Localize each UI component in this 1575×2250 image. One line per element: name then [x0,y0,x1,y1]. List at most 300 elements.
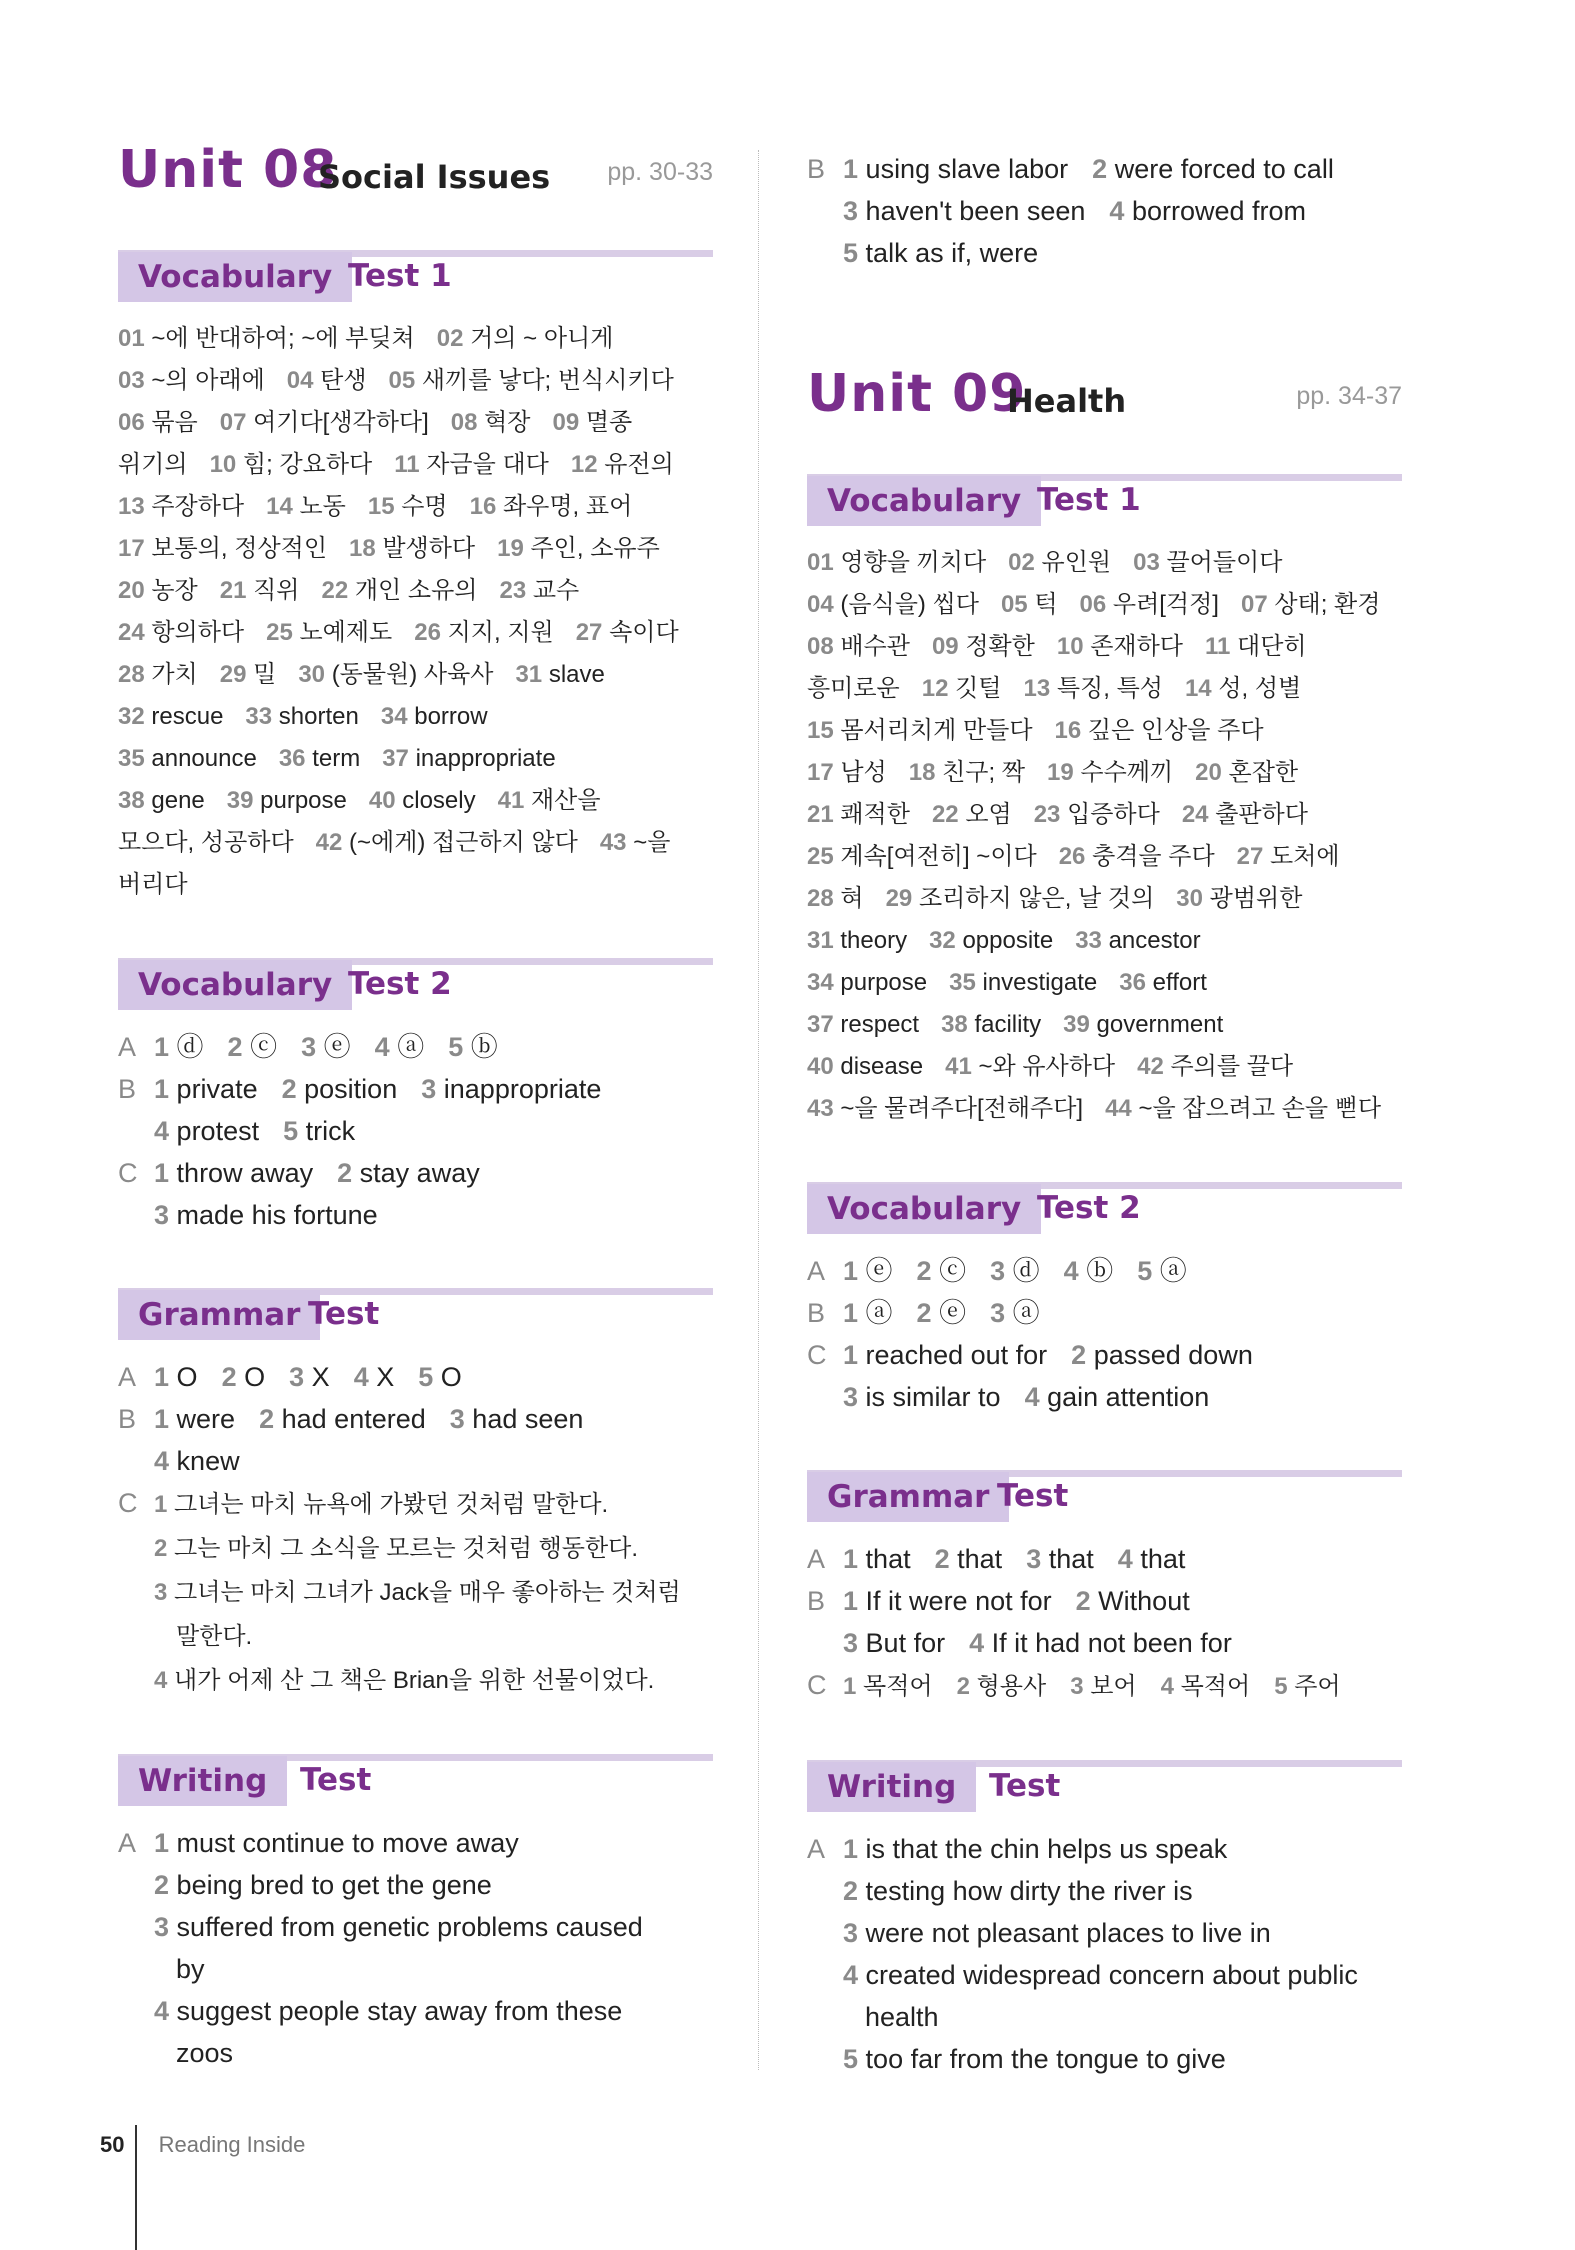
item-text: ⓔ [323,1032,351,1062]
answer-list [118,1356,713,1702]
answer-item [154,1491,608,1518]
item-text: were not pleasant places to live in [865,1918,1271,1948]
vocab-item [118,325,415,352]
vocab-test-2-section [807,1182,1402,1418]
question-letter: C [118,1158,138,1188]
answer-line [118,1356,713,1398]
answer-line [807,232,1402,274]
vocab-test-1-section [118,250,713,906]
answer-line [118,1614,713,1658]
vocab-item [1137,1053,1293,1080]
answer-item [843,2044,1226,2074]
vocab-item [886,885,1155,912]
item-number: 1 [843,1544,859,1574]
answer-line [118,2032,713,2074]
item-number: 43 [599,829,627,856]
question-letter: B [807,154,826,184]
vocab-item [382,745,555,772]
item-number: 01 [807,549,834,576]
answer-item [154,1446,240,1476]
vocab-item [929,927,1053,954]
answer-line [118,1526,713,1570]
answer-item [154,1870,492,1900]
answer-item [154,1074,258,1104]
vocab-item [368,493,448,520]
item-number: 10 [1056,633,1084,660]
answer-line [118,1948,713,1990]
vocab-item [497,535,660,562]
vocab-line [807,836,1402,878]
vocab-item [576,619,679,646]
vocab-item [118,619,244,646]
answer-item [154,1362,198,1392]
answer-item [154,1116,259,1146]
item-number: 1 [843,1834,859,1864]
answer-list [118,1822,713,2074]
item-text: 주어 [1294,1673,1341,1700]
item-text: 친구; 짝 [942,759,1026,786]
answer-item [222,1362,266,1392]
item-number: 25 [266,619,293,646]
item-number: 35 [949,969,976,996]
answer-item [289,1362,330,1392]
section-header [118,1754,713,1808]
vocab-test-1-section [807,474,1402,1130]
item-number: 41 [497,787,525,814]
item-text: using slave labor [865,154,1069,184]
answer-line [118,1398,713,1440]
item-text: 우려[걱정] [1112,591,1219,618]
answer-item [1025,1382,1210,1412]
answer-item [843,1298,893,1328]
item-number: 5 [843,238,859,268]
answer-list [807,1828,1402,2080]
vocab-line [118,528,713,570]
item-number: 19 [497,535,524,562]
vocab-line [807,752,1402,794]
vocab-item [932,801,1012,828]
section-sublabel: Test 1 [1037,482,1141,518]
item-number: 14 [1184,675,1212,702]
answer-line [807,1828,1402,1870]
vocab-item [1105,1095,1381,1122]
item-number: 1 [843,1586,859,1616]
item-number: 15 [807,717,834,744]
section-header [807,1470,1402,1524]
vocab-item [499,577,579,604]
item-text: announce [151,745,257,772]
item-text: position [304,1074,398,1104]
item-text: 수명 [401,493,448,520]
item-text: 끌어들이다 [1166,549,1283,576]
item-text: 탄생 [320,367,367,394]
vocab-line [118,696,713,738]
vocab-line [807,542,1402,584]
answer-item [1076,1586,1190,1616]
item-text: reached out for [865,1340,1048,1370]
item-text: O [244,1362,266,1392]
answer-item [1137,1256,1187,1286]
vocab-line [807,1088,1402,1130]
book-title: Reading Inside [158,2132,306,2157]
question-letter: A [807,1256,826,1286]
item-text: ~에 반대하여; ~에 부딪쳐 [151,325,415,352]
item-text: 정확한 [965,633,1035,660]
item-text: 재산을 [530,787,601,814]
item-number: 02 [436,325,464,352]
answer-item [1064,1256,1114,1286]
answer-line [807,190,1402,232]
answer-line [807,1580,1402,1622]
item-number: 32 [118,703,145,730]
item-number: 2 [337,1158,353,1188]
vocab-item [227,787,347,814]
section-label: Writing [827,1769,957,1805]
item-number: 04 [807,591,834,618]
answer-list [807,148,1402,274]
vocab-item [118,535,327,562]
vocab-line [118,738,713,780]
item-number: 32 [929,927,956,954]
vocab-line [118,570,713,612]
item-text: gene [151,787,205,814]
answer-item [917,1256,967,1286]
vocab-line [118,444,713,486]
vocab-line [807,626,1402,668]
item-number: 07 [219,409,247,436]
item-number: 07 [1240,591,1268,618]
answer-line [118,1194,713,1236]
answer-item [337,1158,480,1188]
vocab-item [1034,801,1160,828]
vocab-item [1080,591,1219,618]
item-text: 그녀는 마치 그녀가 Jack을 매우 좋아하는 것처럼 [174,1579,681,1606]
vocab-item [394,451,549,478]
section-sublabel: Test [308,1296,380,1332]
answer-item [283,1116,355,1146]
item-text: that [957,1544,1003,1574]
item-text: 혼잡한 [1228,759,1299,786]
item-text: ⓑ [470,1032,498,1062]
item-text: ⓒ [939,1256,967,1286]
item-number: 13 [118,493,145,520]
question-letter: A [118,1828,137,1858]
item-text: 개인 소유의 [354,577,478,604]
answer-item [843,1340,1047,1370]
item-number: 3 [421,1074,437,1104]
item-text: 모으다, 성공하다 [118,829,294,856]
item-text: 존재하다 [1090,633,1183,660]
item-text: purpose [260,787,347,814]
item-number: 4 [1024,1382,1040,1412]
vocab-item [945,1053,1115,1080]
vocab-item [498,787,601,814]
item-number: 3 [449,1404,465,1434]
vocab-item [807,759,887,786]
item-number: 16 [1054,717,1082,744]
item-text: 버리다 [118,871,188,898]
answer-line [807,1996,1402,2038]
item-number: 5 [1137,1256,1153,1286]
section-sublabel: Test 2 [348,966,452,1002]
answer-item [843,1918,1271,1948]
item-text: health [865,2002,939,2032]
item-number: 3 [843,1382,859,1412]
item-number: 2 [843,1876,859,1906]
item-number: 10 [209,451,237,478]
section-label: Vocabulary [827,483,1022,519]
item-text: 보어 [1090,1673,1137,1700]
item-text: that [1048,1544,1094,1574]
item-text: 목적어 [1180,1673,1251,1700]
item-number: 39 [226,787,254,814]
vocab-item [1057,633,1183,660]
vocab-line [807,794,1402,836]
answer-line [118,1570,713,1614]
answer-item [154,1158,313,1188]
item-number: 40 [368,787,396,814]
item-text: 새끼를 낳다; 번식시키다 [421,367,674,394]
section-header [807,1182,1402,1236]
grammar-section [807,1470,1402,1708]
right-column [807,148,1402,2132]
column-divider [758,150,759,2070]
item-number: 36 [278,745,306,772]
item-number: 2 [221,1362,237,1392]
vocab-item [118,871,188,898]
item-text: private [176,1074,258,1104]
item-number: 31 [807,927,834,954]
vocab-line [807,1046,1402,1088]
item-number: 27 [1236,843,1264,870]
item-text: testing how dirty the river is [865,1876,1193,1906]
item-number: 39 [1063,1011,1090,1038]
answer-line [118,1440,713,1482]
item-number: 28 [118,661,145,688]
vocab-list [807,542,1402,1130]
unit-pages: pp. 30-33 [607,158,713,186]
item-text: 그는 마치 그 소식을 모르는 것처럼 행동한다. [174,1535,639,1562]
section-label: Grammar [138,1297,301,1333]
vocab-item [369,787,476,814]
item-number: 08 [807,633,834,660]
vocab-line [118,402,713,444]
item-number: 2 [1071,1340,1087,1370]
section-sublabel: Test 1 [348,258,452,294]
item-text: inappropriate [443,1074,602,1104]
item-number: 43 [807,1095,834,1122]
item-text: 혀 [840,885,864,912]
item-text: 노예제도 [299,619,393,646]
item-text: facility [974,1011,1042,1038]
answer-line [807,1954,1402,1996]
item-text: purpose [840,969,928,996]
answer-item [957,1673,1047,1700]
item-text: 오염 [965,801,1012,828]
item-text: ⓑ [1086,1256,1114,1286]
item-text: 주인, 소유주 [530,535,660,562]
vocab-item [220,577,300,604]
vocab-item [571,451,674,478]
vocab-line [807,1004,1402,1046]
item-number: 3 [154,1200,170,1230]
item-text: 묶음 [151,409,198,436]
vocab-item [807,591,979,618]
vocab-item [807,633,910,660]
vocab-item [553,409,633,436]
item-number: 11 [394,451,420,478]
item-number: 06 [1079,591,1107,618]
item-number: 28 [807,885,834,912]
section-label: Grammar [827,1479,990,1515]
item-text: 상태; 환경 [1274,591,1381,618]
item-text: X [376,1362,395,1392]
answer-item [448,1032,498,1062]
vocab-item [1119,969,1207,996]
item-number: 3 [843,1918,859,1948]
item-text: slave [548,661,605,688]
item-text: 입증하다 [1067,801,1160,828]
section-header [807,474,1402,528]
vocab-line [807,668,1402,710]
item-text: too far from the tongue to give [865,2044,1226,2074]
item-text: 좌우명, 표어 [503,493,633,520]
answer-line [118,1026,713,1068]
item-text: opposite [962,927,1054,954]
answer-item [154,1200,378,1230]
item-text: suffered from genetic problems caused [176,1912,643,1942]
item-text: haven't been seen [865,196,1086,226]
item-number: 2 [956,1673,970,1700]
item-number: 2 [227,1032,243,1062]
vocab-item [210,451,373,478]
answer-item [843,1382,1001,1412]
item-number: 24 [1181,801,1209,828]
answer-list [118,1026,713,1236]
item-text: ⓐ [865,1298,893,1328]
item-number: 36 [1119,969,1146,996]
answer-line [118,1482,713,1526]
vocab-item [1133,549,1282,576]
item-number: 13 [1023,675,1051,702]
vocab-item [807,1053,923,1080]
vocab-item [1059,843,1215,870]
item-number: 1 [154,1032,170,1062]
vocab-item [807,1011,919,1038]
item-number: 5 [843,2044,859,2074]
vocab-line [118,612,713,654]
item-number: 42 [1137,1053,1164,1080]
item-number: 21 [219,577,247,604]
item-text: that [1140,1544,1186,1574]
item-number: 17 [807,759,834,786]
item-text: 위기의 [118,451,188,478]
item-text: 출판하다 [1215,801,1308,828]
item-text: suggest people stay away from these [176,1996,623,2026]
vocab-item [118,493,244,520]
answer-item [843,1544,911,1574]
item-number: 41 [945,1053,972,1080]
vocab-line [807,878,1402,920]
answer-item [843,1586,1052,1616]
vocab-item [118,451,188,478]
item-number: 2 [154,1535,168,1562]
item-text: 성, 성별 [1218,675,1302,702]
item-number: 33 [1075,927,1102,954]
item-text: 보통의, 정상적인 [151,535,327,562]
vocab-item [1063,1011,1223,1038]
vocab-item [1241,591,1380,618]
item-number: 3 [289,1362,305,1392]
item-number: 37 [382,745,409,772]
answer-line [807,1870,1402,1912]
unit-subtitle: Health [1007,382,1127,420]
item-text: effort [1152,969,1207,996]
vocab-item [807,675,900,702]
item-text: 교수 [532,577,580,604]
answer-item [354,1362,395,1392]
item-number: 2 [1075,1586,1091,1616]
item-text: protest [176,1116,260,1146]
answer-item [1109,196,1306,226]
answer-item [259,1404,426,1434]
answer-item [843,154,1068,184]
answer-list [807,1250,1402,1418]
item-number: 24 [118,619,145,646]
item-text: 주장하다 [151,493,245,520]
item-number: 26 [414,619,441,646]
vocab-item [922,675,1002,702]
item-text: made his fortune [176,1200,378,1230]
question-letter: A [807,1544,826,1574]
vocab-item [316,829,578,856]
question-letter: C [118,1488,138,1518]
vocab-item [807,549,986,576]
vocab-item [932,633,1035,660]
item-text: 몸서리치게 만들다 [840,717,1033,744]
item-number: 1 [154,1828,170,1858]
item-number: 2 [916,1298,932,1328]
item-text: 형용사 [976,1673,1047,1700]
answer-line [118,1822,713,1864]
item-number: 2 [916,1256,932,1286]
item-text: 목적어 [863,1673,933,1700]
item-number: 34 [380,703,408,730]
item-text: were [176,1404,236,1434]
item-number: 1 [154,1404,170,1434]
item-text: knew [176,1446,240,1476]
writing-section [807,1760,1402,2080]
vocab-item [1008,549,1111,576]
item-number: 16 [469,493,497,520]
item-text: 도처에 [1270,843,1340,870]
item-text: rescue [151,703,224,730]
item-text: But for [865,1628,946,1658]
answer-item [843,1673,933,1700]
item-number: 03 [1133,549,1160,576]
vocab-item [220,409,429,436]
item-text: 속이다 [609,619,679,646]
item-number: 4 [374,1032,390,1062]
vocab-list [118,318,713,906]
section-label: Vocabulary [827,1191,1022,1227]
item-text: ⓐ [1159,1256,1187,1286]
vocab-item [1001,591,1058,618]
answer-line [118,1152,713,1194]
answer-line [807,1912,1402,1954]
vocab-item [118,745,257,772]
item-number: 3 [990,1256,1006,1286]
